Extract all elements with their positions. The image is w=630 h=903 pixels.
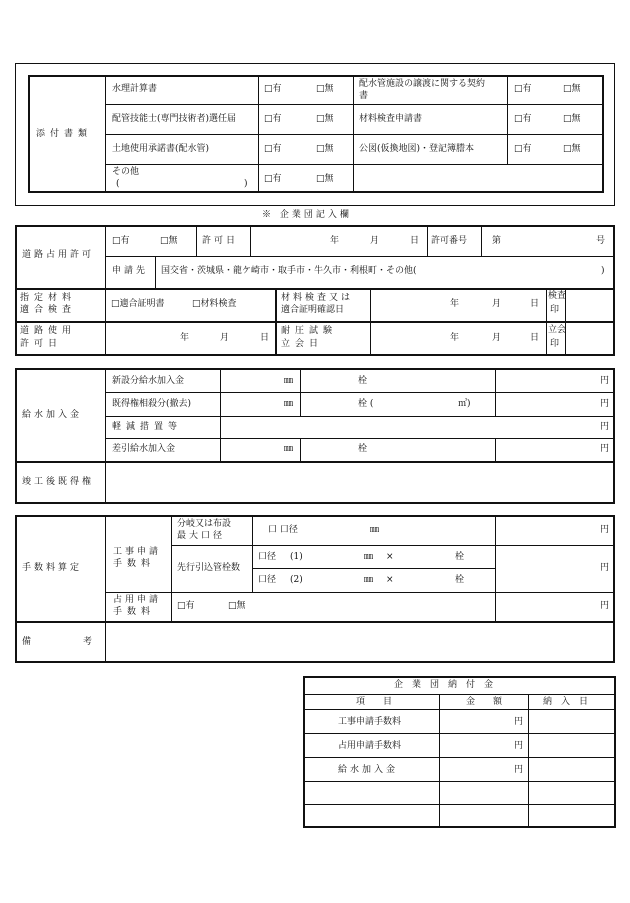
diameter-label: 口 口径 (268, 525, 298, 535)
date-year: 年 (330, 236, 340, 246)
unit-yen: 円 (600, 601, 610, 611)
unit-sen: 栓 (358, 444, 368, 454)
unit-sen: 栓 (455, 575, 465, 585)
water-fee-heading: 給水加入金 (22, 410, 83, 420)
applicant-close: ) (601, 266, 605, 276)
branch-label-2: 最大口径 (177, 531, 226, 541)
attach-item-label: 土地使用承諾書(配水管) (112, 144, 210, 154)
lead-row-diameter: 口径 (258, 552, 277, 562)
road-use-heading-1: 道路使用 (20, 326, 77, 336)
checkbox-yes[interactable]: □有 (264, 114, 282, 124)
material-heading-2: 適合検査 (20, 305, 77, 315)
lead-row-num: (1) (290, 552, 303, 562)
payment-row-item: 給水加入金 (338, 765, 399, 775)
remarks-label (22, 637, 145, 647)
checkbox-yes[interactable]: □有 (514, 144, 532, 154)
date-day: 日 (530, 299, 540, 309)
applicant-value: 国交省・茨城県・龍ケ崎市・取手市・牛久市・利根町・その他( (161, 266, 417, 276)
unit-yen: 円 (600, 563, 610, 573)
checkbox-yes[interactable]: □有 (264, 144, 282, 154)
unit-sen: 栓 (455, 552, 465, 562)
fee-calc-heading: 手数料算定 (22, 563, 83, 573)
water-fee-row-label: 軽減措置等 (112, 422, 183, 432)
attach-item-label: 配管技能士(専門技術者)選任届 (112, 114, 237, 124)
unit-sen: 栓 ( (358, 399, 374, 409)
seal-label: 印 (550, 305, 560, 315)
date-year: 年 (450, 333, 460, 343)
checkbox-yes[interactable]: □有 (514, 114, 532, 124)
checkbox-yes[interactable]: □有 (112, 236, 130, 246)
unit-mm: ㎜ (284, 399, 294, 409)
checkbox-no[interactable]: □無 (563, 114, 581, 124)
checkbox-yes[interactable]: □有 (514, 84, 532, 94)
permit-no-go: 号 (596, 236, 606, 246)
road-use-heading-2: 許可日 (20, 339, 63, 349)
checkbox-no[interactable]: □無 (316, 84, 334, 94)
attach-item-right-label2: 書 (359, 91, 369, 101)
date-month: 月 (370, 236, 380, 246)
attach-item-right-label: 公図(仮換地図)・登記簿謄本 (359, 144, 475, 154)
lead-row-diameter: 口径 (258, 575, 277, 585)
water-fee-row-label: 新設分給水加入金 (112, 376, 185, 386)
unit-mm: ㎜ (284, 376, 294, 386)
date-day: 日 (410, 236, 420, 246)
attach-item-paren-close: ) (244, 179, 248, 189)
payment-col-amount: 金額 (466, 697, 521, 707)
unit-mm: ㎜ (370, 525, 380, 535)
checkbox-no[interactable]: □無 (316, 144, 334, 154)
checkbox-no[interactable]: □無 (563, 84, 581, 94)
unit-mm: ㎜ (364, 552, 374, 562)
company-section-title: ※ 企業団記入欄 (262, 210, 352, 220)
pressure-test-label-2: 立会日 (281, 339, 324, 349)
unit-sen: 栓 (358, 376, 368, 386)
occupancy-fee-label-2: 手数料 (113, 607, 156, 617)
unit-yen: 円 (600, 422, 610, 432)
seal-label: 検査 (548, 291, 567, 301)
remarks-text: 備考 (22, 637, 145, 647)
payment-row-item: 工事申請手数料 (338, 717, 402, 727)
unit-mm: ㎜ (284, 444, 294, 454)
date-month: 月 (220, 333, 230, 343)
unit-yen: 円 (514, 765, 524, 775)
date-year: 年 (450, 299, 460, 309)
material-check-label-1: 材料検査又は (281, 293, 354, 303)
checkbox-yes[interactable]: □有 (264, 174, 282, 184)
attach-item-right-label: 配水管施設の譲渡に関する契約 (359, 79, 486, 89)
checkbox-no[interactable]: □無 (316, 114, 334, 124)
date-month: 月 (492, 333, 502, 343)
water-fee-row-label: 差引給水加入金 (112, 444, 176, 454)
checkbox-no[interactable]: □無 (228, 601, 246, 611)
checkbox-yes[interactable]: □有 (177, 601, 195, 611)
permit-date-label: 許可日 (202, 236, 239, 246)
payment-col-item: 項目 (356, 697, 411, 707)
checkbox-no[interactable]: □無 (160, 236, 178, 246)
construction-fee-label-1: 工事申請 (113, 547, 162, 557)
attach-item-label: 水理計算書 (112, 84, 158, 94)
date-year: 年 (180, 333, 190, 343)
attach-item-right-label: 材料検査申請書 (359, 114, 423, 124)
multiply-sign: × (386, 552, 394, 562)
unit-yen: 円 (600, 444, 610, 454)
checkbox-no[interactable]: □無 (316, 174, 334, 184)
attach-item-paren-open: ( (116, 179, 120, 189)
construction-fee-label-2: 手数料 (113, 559, 156, 569)
branch-label-1: 分岐又は布設 (177, 519, 232, 529)
unit-yen: 円 (600, 399, 610, 409)
road-permit-heading: 道路占用許可 (22, 250, 95, 260)
date-day: 日 (530, 333, 540, 343)
payment-row-item: 占用申請手数料 (338, 741, 402, 751)
material-opt-certificate[interactable]: □適合証明書 (111, 299, 165, 309)
lead-pipe-label: 先行引込管栓数 (177, 563, 241, 573)
attach-item-label: その他 (112, 167, 140, 177)
unit-yen: 円 (514, 741, 524, 751)
lead-row-num: (2) (290, 575, 303, 585)
unit-mm: ㎜ (364, 575, 374, 585)
unit-m3: ㎥) (458, 399, 471, 409)
unit-yen: 円 (600, 525, 610, 535)
applicant-label: 申請先 (112, 266, 149, 276)
multiply-sign: × (386, 575, 394, 585)
unit-yen: 円 (514, 717, 524, 727)
material-heading-1: 指定材料 (20, 293, 77, 303)
payment-title: 企業団納付金 (394, 680, 503, 690)
material-check-label-2: 適合証明確認日 (281, 305, 345, 315)
water-fee-row-label: 既得権相殺分(撤去) (112, 399, 192, 409)
permit-no-label: 許可番号 (431, 236, 468, 246)
occupancy-fee-label-1: 占用申請 (113, 595, 162, 605)
date-day: 日 (260, 333, 270, 343)
checkbox-yes[interactable]: □有 (264, 84, 282, 94)
unit-yen: 円 (600, 376, 610, 386)
attachments-heading: 添付書類 (36, 129, 93, 139)
seal-label: 印 (550, 339, 560, 349)
checkbox-no[interactable]: □無 (563, 144, 581, 154)
permit-no-dai: 第 (492, 236, 502, 246)
pressure-test-label-1: 耐圧試験 (281, 326, 338, 336)
payment-col-date: 納入日 (543, 697, 598, 707)
material-opt-inspection[interactable]: □材料検査 (192, 299, 237, 309)
seal-label: 立会 (548, 325, 567, 335)
date-month: 月 (492, 299, 502, 309)
existing-right-label: 竣工後既得権 (22, 477, 95, 487)
